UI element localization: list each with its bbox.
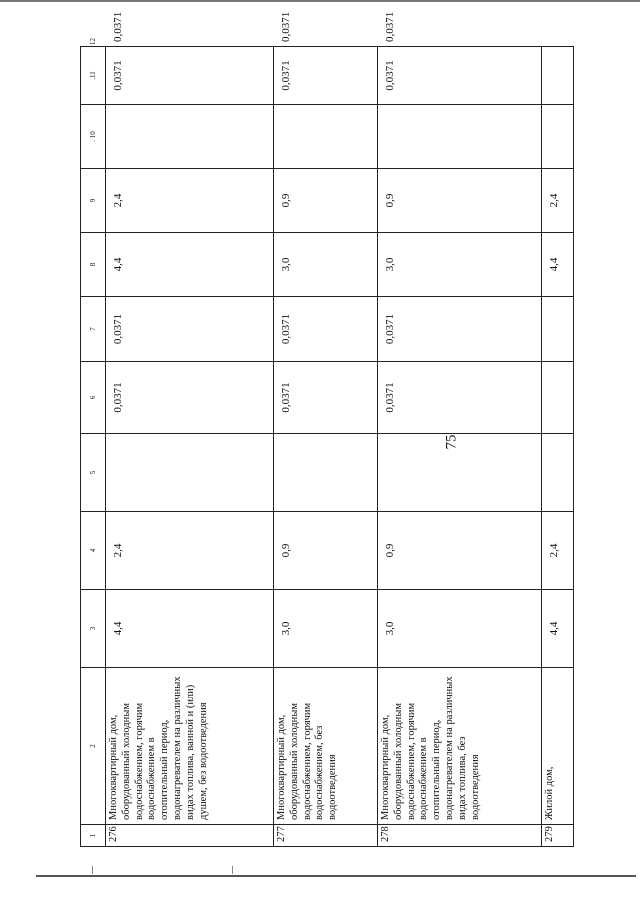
header-cell: 7 [81, 297, 106, 362]
row-description: Многоквартирный дом, оборудованный холодным водоснабжением, горячим водоснабжением в отопительный период, водонагревателем на различных видах топлива, ванной и (или) душем, без водоотведения [106, 668, 274, 825]
table-cell: 0,9 [378, 512, 542, 590]
table-cell: 3,0 [274, 233, 378, 297]
table-row [542, 47, 574, 847]
table-cell: 0,0371 [378, 362, 542, 434]
scan-mark [92, 866, 93, 874]
header-cell: 3 [81, 590, 106, 668]
table-cell: 0,0371 [274, 47, 378, 105]
table-cell [378, 434, 542, 512]
table-cell: 0,0371 [106, 362, 274, 434]
table-cell [542, 297, 574, 362]
header-cell: 2 [81, 668, 106, 825]
table-cell: 0,0371 [274, 297, 378, 362]
scan-top-edge [0, 0, 640, 2]
table-cell: 0,9 [378, 169, 542, 233]
table-cell: 2,4 [542, 169, 574, 233]
table-cell: 4,4 [106, 590, 274, 668]
row-number: 279 [542, 825, 574, 847]
header-cell: 1 [81, 825, 106, 847]
table-cell [274, 105, 378, 169]
table-cell [106, 105, 274, 169]
header-cell: 6 [81, 362, 106, 434]
scan-fold-line [36, 875, 636, 877]
table-cell: 2,4 [106, 169, 274, 233]
row-description: Многоквартирный дом, оборудованный холодным водоснабжением, горячим водоснабжением, без водоотведения [274, 668, 378, 825]
table-cell: 3,0 [378, 233, 542, 297]
scan-mark [232, 866, 233, 874]
table-cell: 3,0 [378, 590, 542, 668]
row-description: Многоквартирный дом, оборудованный холодным водоснабжением, горячим водоснабжением в отопительный период, водонагревателем на различных видах топлива, без водоотведения [378, 668, 542, 825]
table-cell: 0,9 [274, 169, 378, 233]
header-cell: .11 [81, 47, 106, 105]
table-cell: 0,0371 [274, 362, 378, 434]
table-cell: 2,4 [542, 512, 574, 590]
header-cell: 8 [81, 233, 106, 297]
rotated-table-container [80, 11, 574, 847]
header-cell: . 10 [81, 105, 106, 169]
table-row: 277 Многоквартирный дом, оборудованный холодным водоснабжением, горячим водоснабжением, без водоотведения 3,0 0,9 0,0371 0,0371 3,0 0,9 0,0371 0,0371 [274, 47, 378, 847]
table-row: 276 Многоквартирный дом, оборудованный холодным водоснабжением, горячим водоснабжением в отопительный период, водонагревателем на различных видах топлива, ванной и (или) душем, без водоотведения 4,4 2,4 0,0371 0,0371 4,4 2,4 0,0371 0,0371 [106, 47, 274, 847]
header-cell: 5 [81, 434, 106, 512]
table-cell: 4,4 [106, 233, 274, 297]
table-cell [106, 434, 274, 512]
table-cell: 4,4 [542, 233, 574, 297]
data-table [80, 11, 574, 847]
table-cell: 0,0371 [106, 47, 274, 105]
table-cell: 0,9 [274, 512, 378, 590]
header-cell: 4 [81, 512, 106, 590]
table-cell: 4,4 [542, 590, 574, 668]
row-description: Жилой дом, [542, 668, 574, 825]
page-number: 75 [443, 434, 460, 450]
header-cell: 9 [81, 169, 106, 233]
table-cell: 0,0371 [378, 297, 542, 362]
table-cell [542, 434, 574, 512]
table-cell [378, 105, 542, 169]
table-cell [542, 362, 574, 434]
table-cell: 0,0371 [378, 47, 542, 105]
table-cell [542, 47, 574, 105]
table-cell: 2,4 [106, 512, 274, 590]
table-cell [542, 105, 574, 169]
table-cell: 3,0 [274, 590, 378, 668]
header-row: 1 2 3 4 5 6 7 8 9 . 10 .11 12 [81, 47, 106, 847]
table-cell: 0,0371 [106, 297, 274, 362]
table-cell [274, 434, 378, 512]
table-row: 278 Многоквартирный дом, оборудованный холодным водоснабжением, горячим водоснабжением в отопительный период, водонагревателем на различных видах топлива, без водоотведения 3,0 0,9 0,0371 0,0371 3,0 0,9 0,0371 0,0371 [378, 47, 542, 847]
row-number: 278 [378, 825, 542, 847]
row-number: 276 [106, 825, 274, 847]
row-number: 277 [274, 825, 378, 847]
